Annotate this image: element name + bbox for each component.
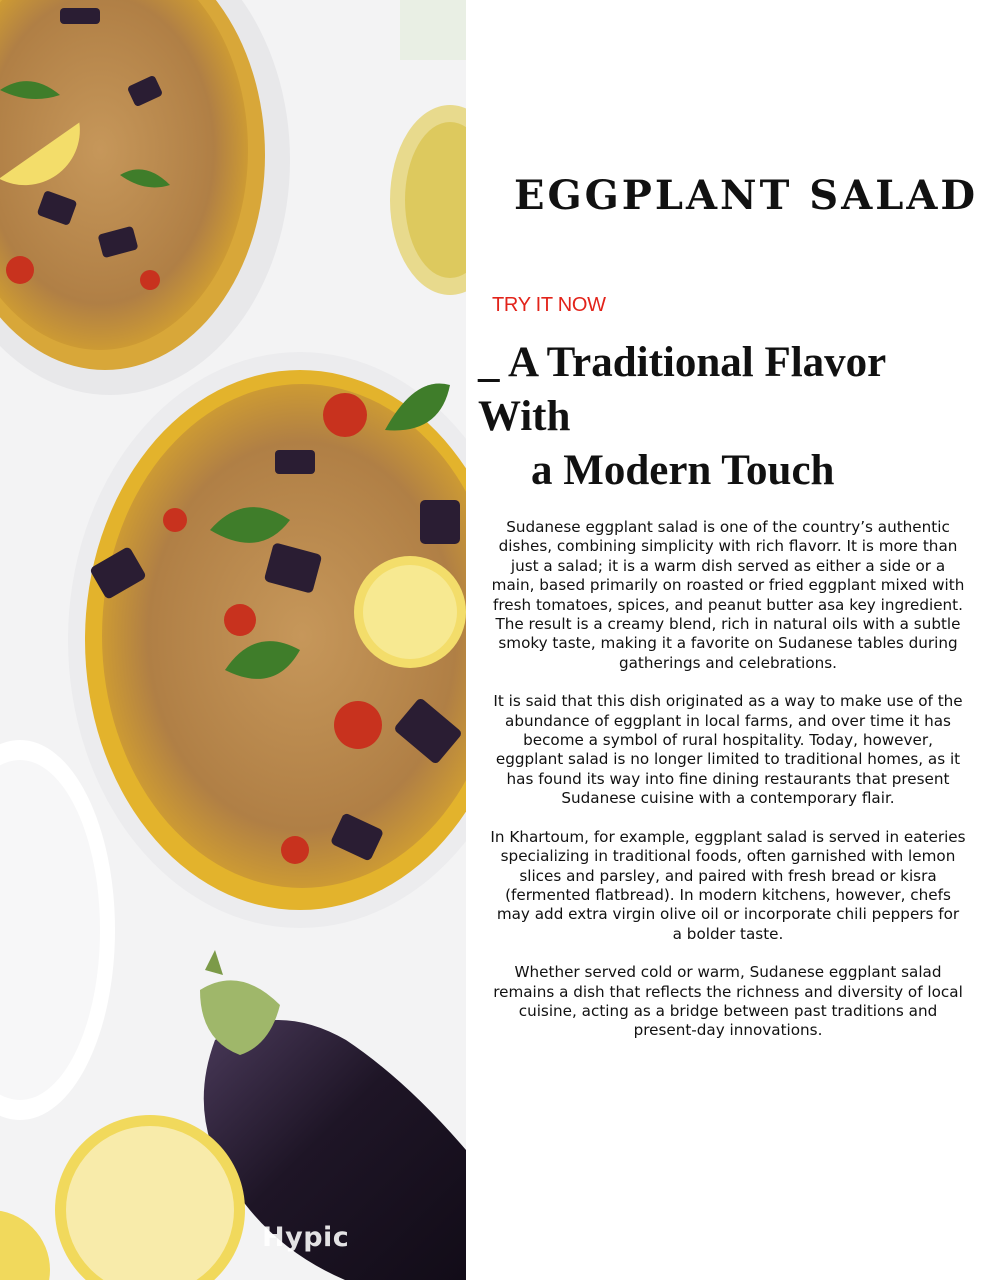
food-photo — [0, 0, 466, 1280]
article-panel — [466, 0, 989, 1280]
body-paragraph: Sudanese eggplant salad is one of the country’s authentic dishes, combining simplicity with rich flavorr. It is more than just a salad; it is a warm dish served as either a side or a main, based primarily on roasted or fried eggplant mixed with fresh tomatoes, spices, and peanut butter asa key ingredient. The result is a creamy blend, rich in natural oils with a subtle smoky taste, making it a favorite on Sudanese tables during gatherings and celebrations. — [491, 518, 965, 672]
article-subtitle — [478, 336, 983, 498]
body-paragraph: It is said that this dish originated as a way to make use of the abundance of eggplant in local farms, and over time it has become a symbol of rural hospitality. Today, however, eggplant salad is no longer limited to traditional homes, as it has found its way into fine dining restaurants that present Sudanese cuisine with a contemporary flair. — [493, 692, 963, 808]
oil-bottle — [390, 0, 466, 295]
subtitle-line-2: a Modern Touch — [531, 447, 835, 494]
subtitle-dash: _ — [478, 339, 500, 386]
article-title: EGGPLANT SALAD — [514, 172, 979, 219]
watermark-logo: Hypic — [262, 1222, 350, 1253]
body-paragraph: Whether served cold or warm, Sudanese eggplant salad remains a dish that reflects the richness and diversity of local cuisine, acting as a bridge between past traditions and present-day innovations. — [493, 963, 963, 1040]
subtitle-line-1: A Traditional Flavor With — [478, 339, 886, 440]
article-body — [490, 518, 966, 1060]
eggplant-salad-illustration — [0, 0, 466, 1280]
try-it-now-label: TRY IT NOW — [492, 294, 606, 316]
body-paragraph: In Khartoum, for example, eggplant salad is served in eateries specializing in traditional foods, often garnished with lemon slices and parsley, and paired with fresh bread or kisra (fermented flatbread). In modern kitchens, however, chefs may add extra virgin olive oil or incorporate chili peppers for a bolder taste. — [490, 827, 966, 943]
